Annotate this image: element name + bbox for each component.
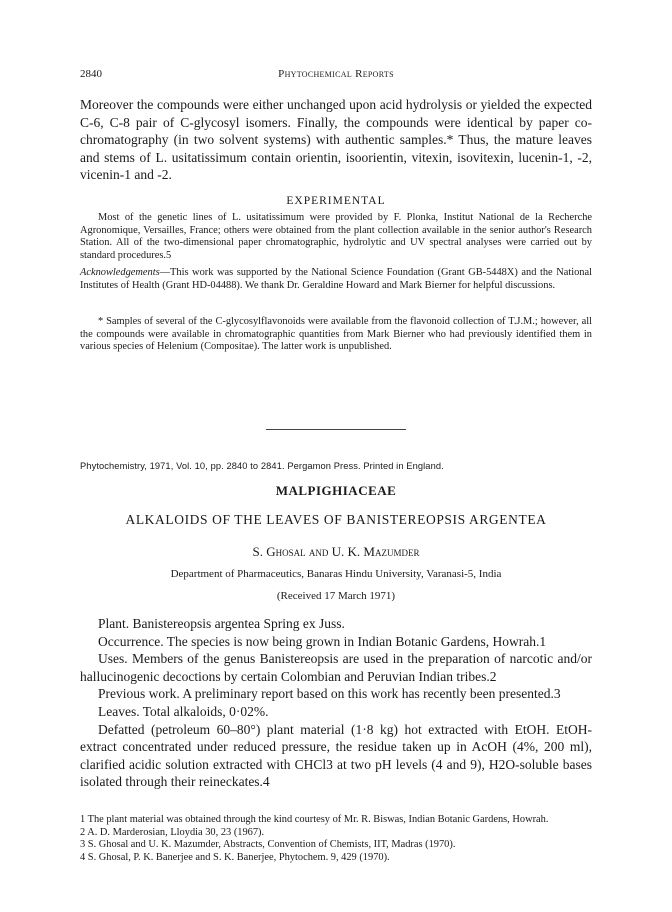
section-divider xyxy=(266,429,406,430)
uses-paragraph: Uses. Members of the genus Banistereopsis are used in the preparation of narcotic and/or hallucinogenic decoctions by certain Colombian and Peruvian Indian tribes.2 xyxy=(80,651,592,684)
footnotes xyxy=(80,814,592,864)
footnote-3: 3 S. Ghosal and U. K. Mazumder, Abstracts, Convention of Chemists, IIT, Madras (1970). xyxy=(80,839,456,851)
article-authors: S. Ghosal and U. K. Mazumder xyxy=(252,544,420,559)
experimental-heading: EXPERIMENTAL xyxy=(286,195,386,207)
star-footnote: * Samples of several of the C-glycosylflavonoids were available from the flavonoid collection of T.J.M.; however, all the compounds were available in chromatographic quantities from Mark Bierner who had previously identified them in various species of Helenium (Compositae). The latter work is unpublished. xyxy=(80,316,592,353)
experimental-paragraph: Most of the genetic lines of L. usitatissimum were provided by F. Plonka, Institut National de la Recherche Agronomique, Versailles, France; others were obtained from the plant collection available in the senior author's Research Station. All of the two-dimensional paper chromatographic, hydrolytic and UV spectral analyses were carried out by standard procedures.5 xyxy=(80,212,592,261)
article-body xyxy=(80,615,592,791)
footnote-4: 4 S. Ghosal, P. K. Banerjee and S. K. Banerjee, Phytochem. 9, 429 (1970). xyxy=(80,851,390,863)
footnote-1: 1 The plant material was obtained through the kind courtesy of Mr. R. Biswas, Indian Botanic Gardens, Howrah. xyxy=(80,814,549,825)
leaves-paragraph: Leaves. Total alkaloids, 0·02%. xyxy=(98,703,269,719)
acknowledgements-paragraph xyxy=(80,267,592,292)
received-date: (Received 17 March 1971) xyxy=(276,590,396,602)
footnote-2: 2 A. D. Marderosian, Lloydia 30, 23 (1967). xyxy=(80,826,265,838)
occurrence-paragraph: Occurrence. The species is now being grown in Indian Botanic Gardens, Howrah.1 xyxy=(98,633,547,649)
page-number: 2840 xyxy=(80,68,102,80)
acknowledgements-text: —This work was supported by the National Science Foundation (Grant GB-5448X) and the National Institutes of Health (Grant HD-04488). We thank Dr. Geraldine Howard and Mark Bierner for helpful discussions. xyxy=(80,267,592,291)
continuation-paragraph: Moreover the compounds were either unchanged upon acid hydrolysis or yielded the expected C-6, C-8 pair of C-glycosyl isomers. Finally, the compounds were identical by paper co-chromatography (in two solvent systems) with authentic samples.* Thus, the mature leaves and stems of L. usitatissimum contain orientin, isoorientin, vitexin, isovitexin, lucenin-1, -2, vicenin-1 and -2. xyxy=(80,97,592,183)
family-heading: MALPIGHIACEAE xyxy=(275,483,397,498)
extraction-paragraph: Defatted (petroleum 60–80°) plant material (1·8 kg) hot extracted with EtOH. EtOH-extract concentrated under reduced pressure, the residue taken up in AcOH (4%, 200 ml), clarified acidic solution extracted with CHCl3 at two pH levels (4 and 9), H2O-soluble bases isolated through their reineckates.4 xyxy=(80,721,592,790)
author-affiliation: Department of Pharmaceutics, Banaras Hindu University, Varanasi-5, India xyxy=(170,568,502,580)
journal-citation: Phytochemistry, 1971, Vol. 10, pp. 2840 to 2841. Pergamon Press. Printed in England. xyxy=(80,461,444,471)
acknowledgements-label: Acknowledgements xyxy=(80,267,160,278)
running-header xyxy=(80,68,592,84)
article-title: ALKALOIDS OF THE LEAVES OF BANISTEREOPSIS ARGENTEA xyxy=(125,512,547,527)
journal-running-title: Phytochemical Reports xyxy=(278,68,394,80)
previous-work-paragraph: Previous work. A preliminary report based on this work has recently been presented.3 xyxy=(98,686,561,702)
plant-paragraph: Plant. Banistereopsis argentea Spring ex Juss. xyxy=(98,616,345,631)
